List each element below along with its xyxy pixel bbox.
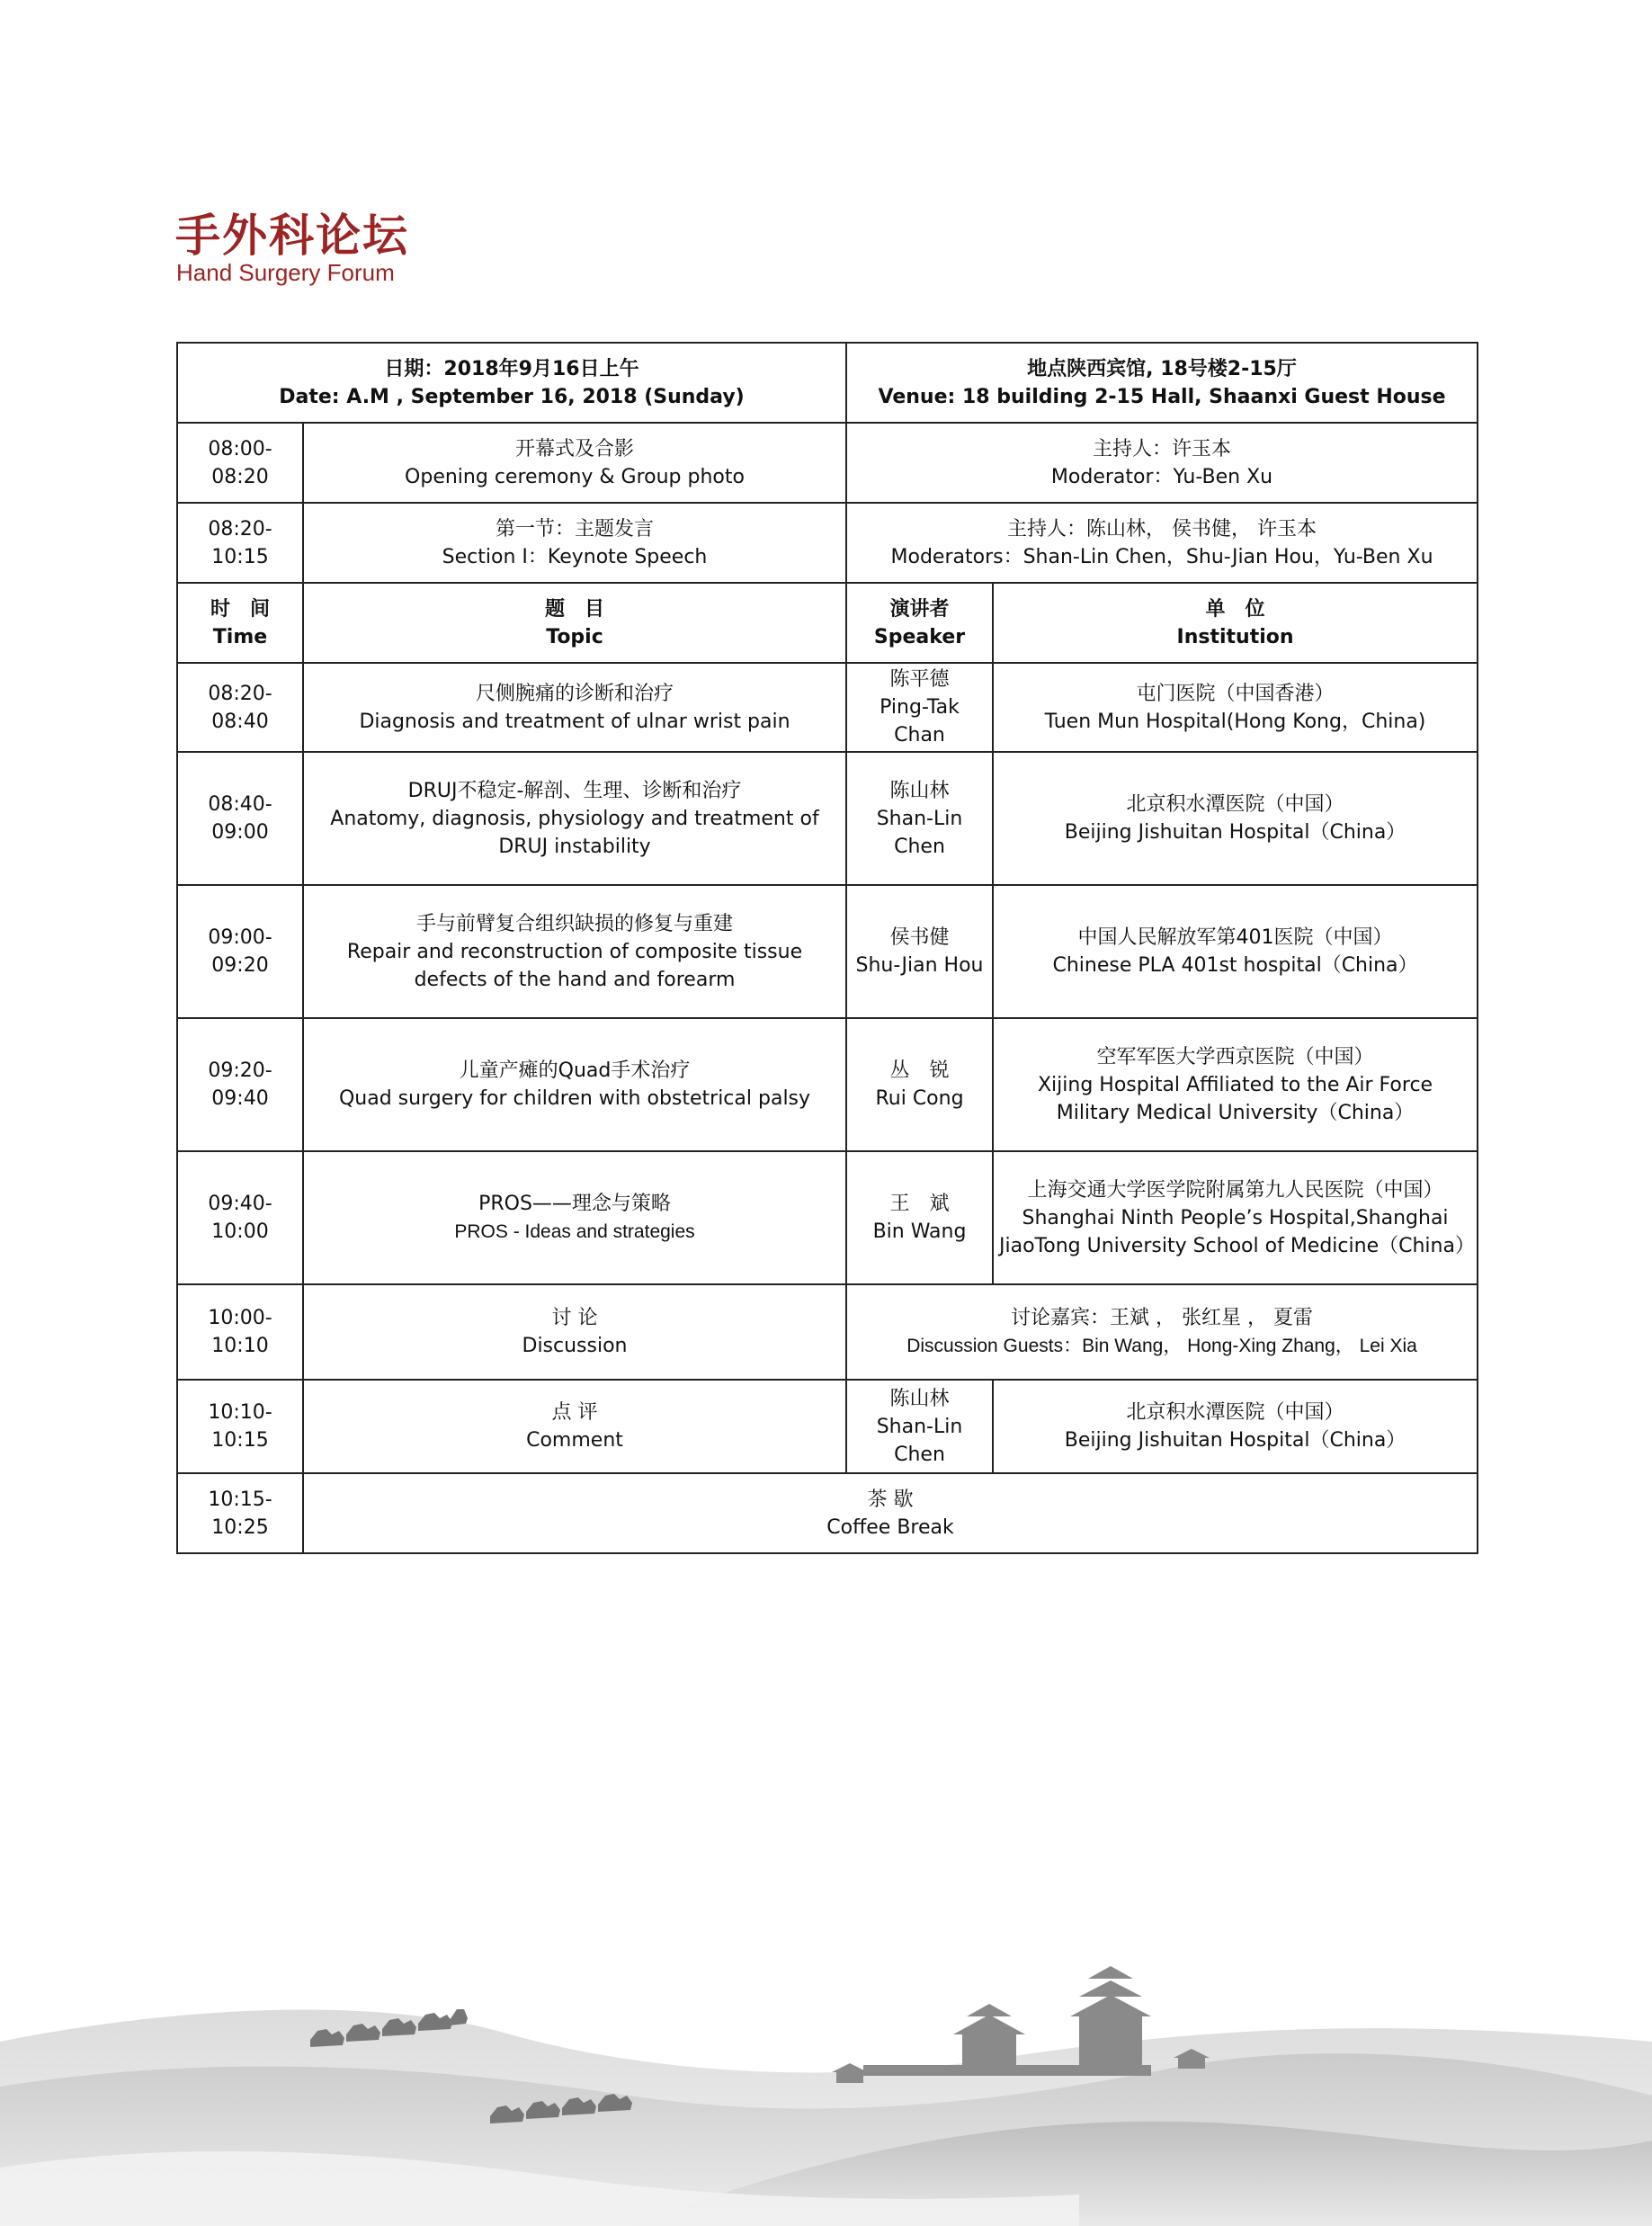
comment-title-en: Comment [526,1429,623,1452]
break-title [303,1473,1478,1553]
discussion-guests [846,1284,1478,1380]
comment-institution [993,1380,1478,1473]
session-title [303,423,846,503]
talk-topic-zh: DRUJ不稳定-解剖、生理、诊断和治疗 [407,779,742,802]
comment-speaker-zh: 陈山林 [889,1387,950,1410]
session-time: 08:00-08:20 [177,423,303,503]
forum-title-zh: 手外科论坛 [175,210,409,262]
col-header-institution [993,583,1478,663]
talk-institution [993,1151,1478,1284]
session-row [177,423,1478,503]
talk-topic [303,885,846,1018]
comment-title [303,1380,846,1473]
discussion-title [303,1284,846,1380]
talk-topic-en: Diagnosis and treatment of ulnar wrist pain [359,710,790,733]
col-header-speaker-zh: 演讲者 [889,597,950,621]
col-header-time [177,583,303,663]
talk-institution [993,752,1478,885]
session-host-en: Moderator：Yu-Ben Xu [1050,465,1273,488]
talk-speaker-en: Shan-Lin Chen [876,807,963,858]
talk-inst-zh: 屯门医院（中国香港） [1136,682,1335,705]
talk-topic [303,752,846,885]
talk-inst-zh: 空军军医大学西京医院（中国） [1096,1045,1374,1068]
session-host [846,503,1478,583]
session-host-en: Moderators：Shan-Lin Chen，Shu-Jian Hou，Yu-Ben Xu [890,545,1433,568]
discussion-row [177,1284,1478,1380]
comment-speaker-en: Shan-Lin Chen [876,1415,963,1466]
col-header-speaker [846,583,993,663]
talk-row [177,885,1478,1018]
info-row [177,343,1478,423]
session-host-zh: 主持人：陈山林， 侯书健， 许玉本 [1007,517,1317,541]
talk-speaker [846,663,993,752]
talk-speaker-zh: 丛 锐 [889,1059,950,1082]
col-header-topic [303,583,846,663]
col-header-topic-zh: 题 目 [545,597,605,621]
talk-inst-en: Chinese PLA 401st hospital（China） [1052,954,1418,977]
comment-speaker [846,1380,993,1473]
talk-institution [993,885,1478,1018]
session-title [303,503,846,583]
talk-inst-en: Shanghai Ninth People’s Hospital,Shanghai JiaoTong University School of Medicine（China） [999,1206,1475,1257]
date-cell [177,343,846,423]
talk-topic-en: Anatomy, diagnosis, physiology and treatment of DRUJ instability [330,807,819,858]
col-header-inst-en: Institution [1176,625,1294,648]
col-header-time-en: Time [212,625,268,648]
comment-title-zh: 点 评 [551,1401,598,1424]
talk-topic-zh: PROS——理念与策略 [478,1193,671,1215]
session-host [846,423,1478,503]
talk-topic [303,663,846,752]
talk-speaker [846,1018,993,1151]
talk-time: 08:40-09:00 [177,752,303,885]
talk-topic-en: Repair and reconstruction of composite tissue defects of the hand and forearm [346,940,803,991]
talk-time: 09:00-09:20 [177,885,303,1018]
discussion-title-en: Discussion [522,1335,628,1357]
talk-inst-zh: 北京积水潭医院（中国） [1126,793,1344,816]
date-en: Date: A.M , September 16, 2018 (Sunday) [279,385,745,408]
date-zh: 日期：2018年9月16日上午 [384,357,639,380]
session-title-en: Section I：Keynote Speech [442,545,708,568]
venue-zh: 地点陕西宾馆, 18号楼2-15厅 [1027,357,1297,380]
talk-topic-en: PROS - Ideas and strategies [454,1221,695,1242]
talk-row [177,752,1478,885]
talk-time: 09:40-10:00 [177,1151,303,1284]
talk-topic [303,1018,846,1151]
schedule-table [176,342,1478,1554]
comment-inst-en: Beijing Jishuitan Hospital（China） [1064,1429,1406,1452]
session-title-zh: 第一节：主题发言 [496,517,655,541]
talk-row [177,663,1478,752]
venue-en: Venue: 18 building 2-15 Hall, Shaanxi Guest House [878,385,1446,408]
discussion-guests-en: Discussion Guests：Bin Wang， Hong-Xing Zhang， Lei Xia [906,1336,1417,1356]
break-time: 10:15-10:25 [177,1473,303,1553]
talk-inst-zh: 中国人民解放军第401医院（中国） [1077,926,1393,949]
column-header-row [177,583,1478,663]
talk-inst-zh: 上海交通大学医学院附属第九人民医院（中国） [1027,1178,1443,1202]
talk-time: 08:20-08:40 [177,663,303,752]
talk-inst-en: Beijing Jishuitan Hospital（China） [1064,821,1406,844]
col-header-inst-zh: 单 位 [1205,597,1265,621]
break-row [177,1473,1478,1553]
talk-topic-zh: 手与前臂复合组织缺损的修复与重建 [416,912,734,935]
talk-topic-zh: 儿童产瘫的Quad手术治疗 [459,1059,691,1082]
talk-row [177,1018,1478,1151]
talk-speaker [846,1151,993,1284]
comment-row [177,1380,1478,1473]
break-title-zh: 茶 歇 [867,1488,914,1511]
discussion-guests-zh: 讨论嘉宾：王斌 ， 张红星 ， 夏雷 [1011,1307,1314,1329]
talk-topic [303,1151,846,1284]
col-header-speaker-en: Speaker [873,625,966,648]
session-title-zh: 开幕式及合影 [515,437,635,460]
talk-speaker-en: Bin Wang [872,1220,967,1243]
col-header-time-zh: 时 间 [210,597,270,621]
talk-speaker-zh: 陈山林 [889,779,950,802]
talk-row [177,1151,1478,1284]
talk-topic-zh: 尺侧腕痛的诊断和治疗 [476,682,674,705]
talk-speaker-zh: 王 斌 [889,1193,950,1215]
talk-topic-en: Quad surgery for children with obstetrical palsy [338,1087,811,1110]
session-host-zh: 主持人：许玉本 [1093,437,1232,460]
talk-speaker-zh: 陈平德 [889,668,950,691]
talk-speaker [846,752,993,885]
talk-time: 09:20-09:40 [177,1018,303,1151]
talk-inst-en: Tuen Mun Hospital(Hong Kong，China) [1044,710,1426,733]
talk-inst-en: Xijing Hospital Affiliated to the Air Force Military Medical University（China） [1037,1073,1433,1124]
break-title-en: Coffee Break [826,1515,954,1539]
talk-speaker [846,885,993,1018]
talk-institution [993,1018,1478,1151]
session-row [177,503,1478,583]
venue-cell [846,343,1478,423]
forum-title-en: Hand Surgery Forum [176,259,395,286]
discussion-title-zh: 讨 论 [551,1307,598,1329]
desert-landscape-illustration [0,1934,1652,2226]
talk-speaker-en: Rui Cong [875,1087,964,1110]
talk-institution [993,663,1478,752]
talk-speaker-zh: 侯书健 [889,926,950,949]
talk-speaker-en: Shu-Jian Hou [855,954,984,977]
comment-time: 10:10-10:15 [177,1380,303,1473]
col-header-topic-en: Topic [546,625,603,648]
session-time: 08:20-10:15 [177,503,303,583]
comment-inst-zh: 北京积水潭医院（中国） [1126,1401,1344,1424]
discussion-time: 10:00-10:10 [177,1284,303,1380]
session-title-en: Opening ceremony & Group photo [405,465,745,488]
talk-speaker-en: Ping-Tak Chan [880,696,960,746]
